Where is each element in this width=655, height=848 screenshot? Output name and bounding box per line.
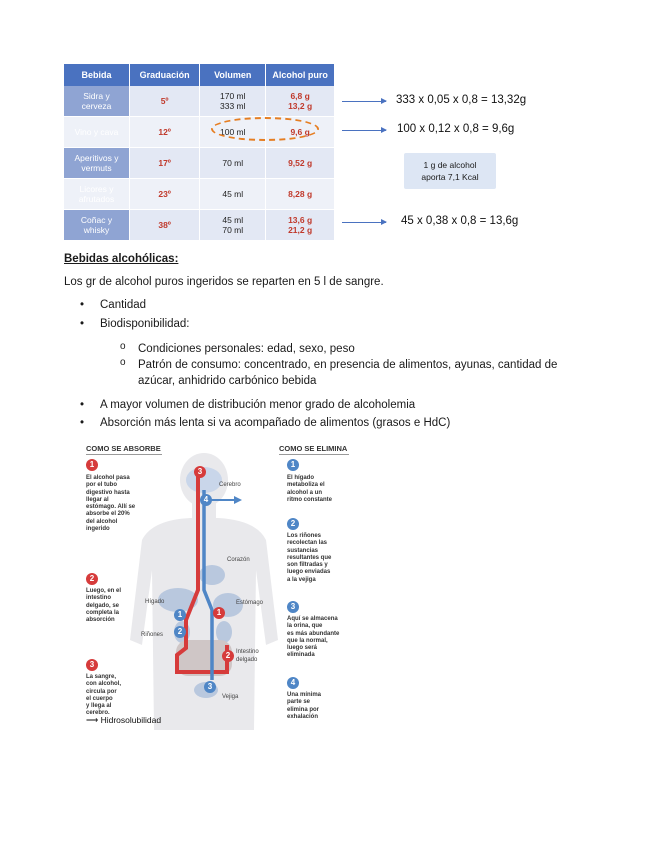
cell-graduacion: 38º	[129, 210, 199, 241]
organ-label: Intestino	[236, 649, 259, 655]
cell-bebida: Sidra y cerveza	[64, 86, 129, 117]
step-elimina-3-text: Aquí se almacena la orina, que es más abundante que la normal, luego será eliminada	[287, 616, 340, 659]
cell-alcohol: 8,28 g	[266, 179, 335, 210]
step-elimina-1-icon: 1	[287, 459, 299, 471]
cell-volumen: 170 ml 333 ml	[200, 86, 266, 117]
intro-paragraph: Los gr de alcohol puros ingeridos se reparten en 5 l de sangre.	[64, 276, 384, 288]
cell-volumen: 45 ml 70 ml	[200, 210, 266, 241]
cell-alcohol: 13,6 g 21,2 g	[266, 210, 335, 241]
cell-graduacion: 12º	[129, 117, 199, 148]
arrow-2	[342, 130, 386, 131]
step-elimina-2-text: Los riñones recolectan las sustancias resultantes que son filtradas y luego enviadas a la vejiga	[287, 533, 332, 583]
table-header-row	[64, 64, 335, 86]
organ-label: Hígado	[145, 599, 165, 605]
badge-absorbe-1: 1	[213, 607, 225, 619]
cell-graduacion: 23º	[129, 179, 199, 210]
step-elimina-2-icon: 2	[287, 518, 299, 530]
table-row	[64, 210, 335, 241]
organ-label: Vejiga	[222, 694, 239, 700]
cell-bebida: Licores y afrutados	[64, 179, 129, 210]
step-elimina-1-text: El hígado metaboliza el alcohol a un ritmo constante	[287, 475, 333, 503]
circle-bullet-icon: o	[120, 357, 126, 368]
th-bebida: Bebida	[64, 64, 129, 86]
organ-label: Cerebro	[219, 482, 241, 488]
highlight-oval	[211, 117, 319, 141]
arrow-1	[342, 101, 386, 102]
th-alcohol-puro: Alcohol puro	[266, 64, 335, 86]
step-absorbe-3-icon: 3	[86, 659, 98, 671]
cell-graduacion: 5º	[129, 86, 199, 117]
badge-absorbe-3: 3	[194, 466, 206, 478]
organ-label: Corazón	[227, 557, 250, 563]
step-absorbe-2-icon: 2	[86, 573, 98, 585]
badge-elimina-2: 2	[174, 626, 186, 638]
table-row	[64, 179, 335, 210]
cell-volumen: 100 ml	[200, 117, 266, 148]
section-heading: Bebidas alcohólicas:	[64, 253, 179, 265]
step-elimina-4-text: Una mínima parte se elimina por exhalación	[287, 692, 322, 720]
badge-absorbe-2: 2	[222, 650, 234, 662]
table-row	[64, 148, 335, 179]
arrow-3	[342, 222, 386, 223]
step-elimina-4-icon: 4	[287, 677, 299, 689]
th-volumen: Volumen	[200, 64, 266, 86]
elimina-title: COMO SE ELIMINA	[279, 444, 348, 453]
badge-elimina-3: 3	[204, 681, 216, 693]
alcohol-body-figure	[82, 440, 354, 731]
step-elimina-3-icon: 3	[287, 601, 299, 613]
cell-alcohol: 6,8 g 13,2 g	[266, 86, 335, 117]
step-absorbe-1-text: El alcohol pasa por el tubo digestivo hasta llegar al estómago. Allí se absorbe el 20% del alcohol ingerido	[86, 475, 136, 533]
calc-line-2: 100 x 0,12 x 0,8 = 9,6g	[397, 123, 515, 135]
bullet-icon: •	[80, 417, 85, 429]
bullet-icon: •	[80, 318, 85, 330]
cell-alcohol: 9,52 g	[266, 148, 335, 179]
hidrosolubilidad-note: ⟶ Hidrosolubilidad	[86, 715, 162, 725]
cell-volumen: 45 ml	[200, 179, 266, 210]
badge-elimina-4: 4	[200, 494, 212, 506]
cell-bebida: Coñac y whisky	[64, 210, 129, 241]
cell-bebida: Aperitivos y vermuts	[64, 148, 129, 179]
bullet-icon: •	[80, 399, 85, 411]
cell-graduacion: 17º	[129, 148, 199, 179]
calorie-note: 1 g de alcohol aporta 7,1 Kcal	[404, 153, 496, 189]
bullet-icon: •	[80, 299, 85, 311]
cell-alcohol: 9,6 g	[266, 117, 335, 148]
alcohol-table	[64, 64, 335, 241]
calc-line-3: 45 x 0,38 x 0,8 = 13,6g	[401, 215, 519, 227]
cell-volumen: 70 ml	[200, 148, 266, 179]
organ-label: Estómago	[236, 600, 264, 606]
circle-bullet-icon: o	[120, 341, 126, 352]
step-absorbe-2-text: Luego, en el intestino delgado, se completa la absorción	[86, 588, 122, 624]
cell-bebida: Vino y cava	[64, 117, 129, 148]
table-row	[64, 86, 335, 117]
calc-line-1: 333 x 0,05 x 0,8 = 13,32g	[396, 94, 527, 106]
step-absorbe-3-text: La sangre, con alcohol, circula por el cuerpo y llega al cerebro.	[86, 674, 122, 717]
organ-label: delgado	[236, 657, 258, 663]
arrow-right-icon: ⟶	[86, 715, 99, 725]
organ-label: Riñones	[141, 632, 164, 638]
absorbe-title: COMO SE ABSORBE	[86, 444, 161, 453]
badge-elimina-1: 1	[174, 609, 186, 621]
step-absorbe-1-icon: 1	[86, 459, 98, 471]
th-graduacion: Graduación	[129, 64, 199, 86]
